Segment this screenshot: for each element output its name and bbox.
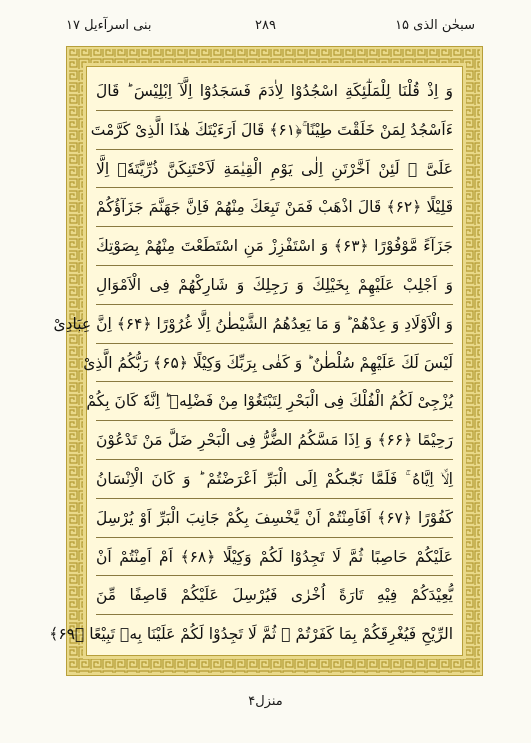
verse-line: جَزَآءً مَّوْفُوْرًا ﴿۶۳﴾ وَ اسْتَفْزِزْ مَنِ اسْتَطَعْتَ مِنْهُمْ بِصَوْتِكَ [96,237,453,256]
verse-line: وَ اِذْ قُلْنَا لِلْمَلٰٓئِكَةِ اسْجُدُوْا لِاٰدَمَ فَسَجَدُوْٓا اِلَّآ اِبْلِیْسَ ؕ قَالَ [96,82,453,100]
manzil-footer: منزل۴ [248,694,283,709]
verse-line: وَ اَجْلِبْ عَلَیْهِمْ بِخَیْلِكَ وَ رَجِلِكَ وَ شَارِكْهُمْ فِی الْاَمْوَالِ [96,276,453,294]
verse-line: قَلِیْلًا ﴿۶۲﴾ قَالَ اذْهَبْ فَمَنْ تَبِعَكَ مِنْهُمْ فَاِنَّ جَهَنَّمَ جَزَآؤُكُمْ [96,198,453,217]
verse-line: اِلَّاۤ اِیَّاهُ ۚ فَلَمَّا نَجّٰىكُمْ اِلَی الْبَرِّ اَعْرَضْتُمْ ؕ وَ كَانَ الْاِنْسَانُ [96,470,453,488]
verse-line: یُزْجِیْ لَكُمُ الْفُلْكَ فِی الْبَحْرِ لِتَبْتَغُوْا مِنْ فَضْلِهٖ ؕ اِنَّهٗ كَانَ بِكُمْ [86,392,453,411]
verse-line: عَلَیْكُمْ حَاصِبًا ثُمَّ لَا تَجِدُوْا لَكُمْ وَكِیْلًا ﴿۶۸﴾ اَمْ اَمِنْتُمْ اَنْ [96,547,453,566]
verse-line: وَ الْاَوْلَادِ وَ عِدْهُمْ ؕ وَ مَا یَعِدُهُمُ الشَّیْطٰنُ اِلَّا غُرُوْرًا ﴿۶۴﴾ اِنَّ عِبَادِیْ [53,314,453,333]
verse-line: یُّعِیْدَكُمْ فِیْهِ تَارَةً اُخْرٰی فَیُرْسِلَ عَلَیْكُمْ قَاصِفًا مِّنَ [96,586,453,605]
verse-line: لَیْسَ لَكَ عَلَیْهِمْ سُلْطٰنٌ ؕ وَ كَفٰی بِرَبِّكَ وَكِیْلًا ﴿۶۵﴾ رَبُّكُمُ الَّذِیْ [83,353,453,372]
juz-header: سبحٰن الذی ۱۵ [395,18,475,33]
verse-line: الرِّیْحِ فَیُغْرِقَكُمْ بِمَا كَفَرْتُمْ ۙ ثُمَّ لَا تَجِدُوْا لَكُمْ عَلَیْنَا بِهٖ تَبِیْعًا ﴿۶۹﴾ [49,625,453,644]
verse-line: ءَاَسْجُدُ لِمَنْ خَلَقْتَ طِیْنًا ۚ﴿۶۱﴾ قَالَ اَرَءَیْتَكَ هٰذَا الَّذِیْ كَرَّمْتَ [90,120,453,139]
page-number: ۲۸۹ [255,18,276,33]
verse-line: عَلَیَّ ؗ لَئِنْ اَخَّرْتَنِ اِلٰی یَوْمِ الْقِیٰمَةِ لَاَحْتَنِكَنَّ ذُرِّیَّتَهٗۤ اِلَّا [96,159,453,178]
verse-line: رَحِیْمًا ﴿۶۶﴾ وَ اِذَا مَسَّكُمُ الضُّرُّ فِی الْبَحْرِ ضَلَّ مَنْ تَدْعُوْنَ [96,431,454,450]
surah-header: بنی اسرآءیل ۱۷ [66,18,152,33]
verse-line: كَفُوْرًا ﴿۶۷﴾ اَفَاَمِنْتُمْ اَنْ یَّخْسِفَ بِكُمْ جَانِبَ الْبَرِّ اَوْ یُرْسِلَ [96,508,453,527]
